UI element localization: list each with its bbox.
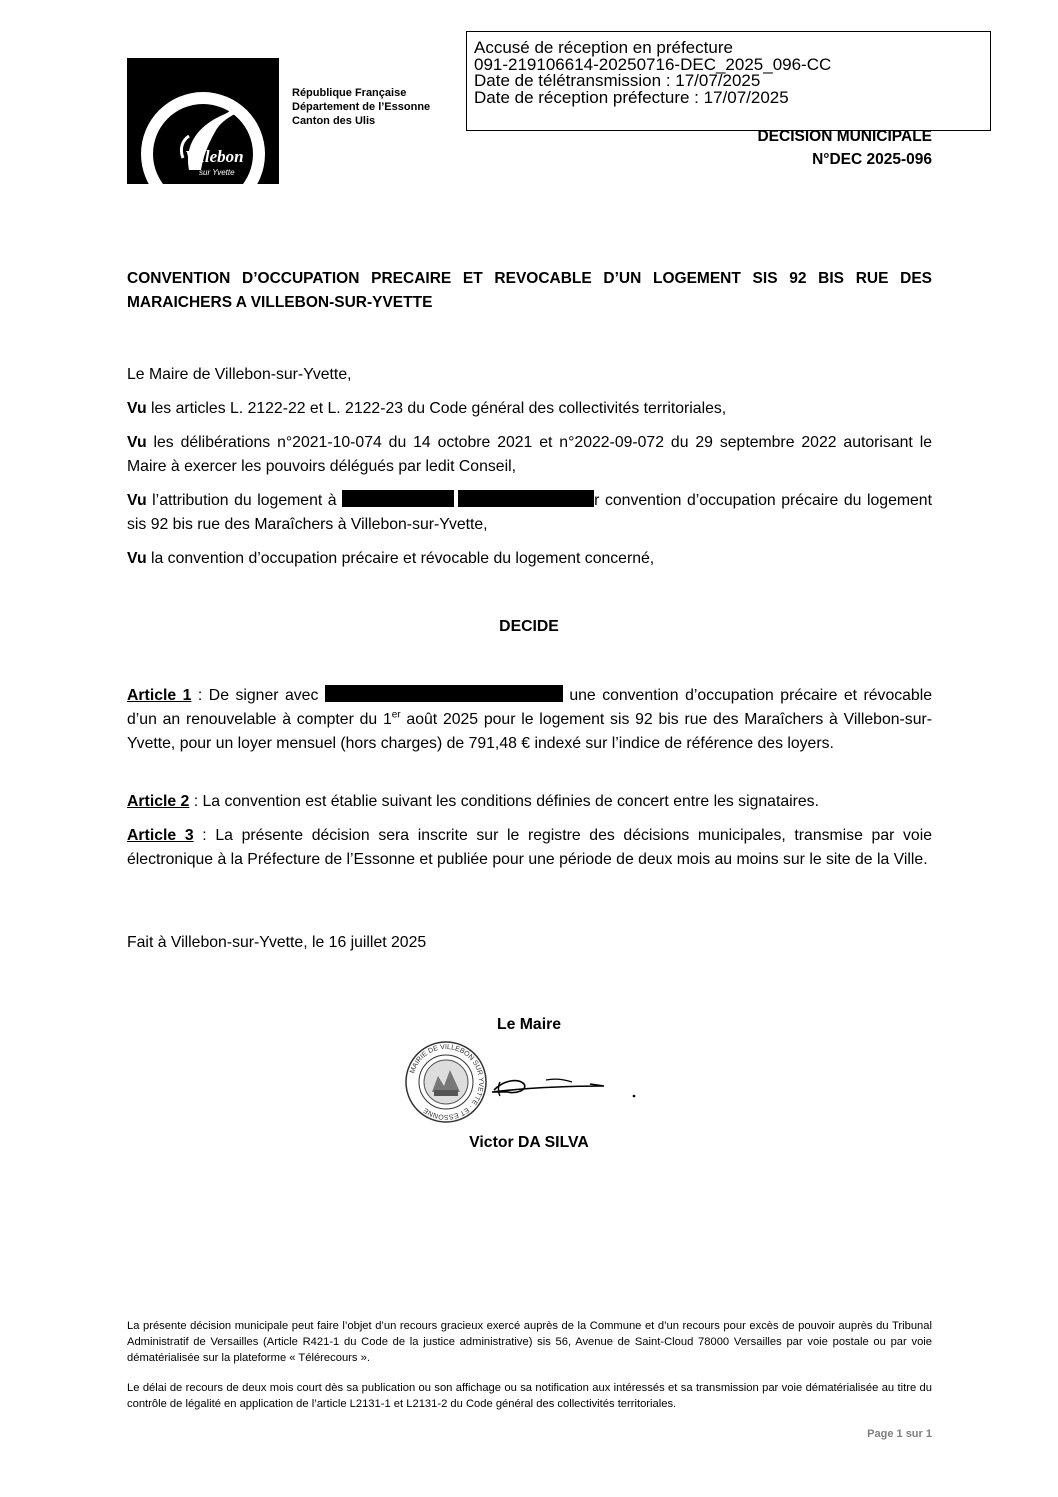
article-text: une convention: [562, 687, 686, 704]
stamp-line: Date de télétransmission : 17/07/2025: [474, 71, 761, 90]
article-sup: er: [391, 709, 401, 721]
article-text: : La présente décision sera inscrite sur le registre des décisions municipales, transmise par: [193, 827, 904, 844]
vu-paragraph-4: [127, 547, 932, 571]
article-label: Article 3: [127, 827, 194, 844]
decide-heading: DECIDE: [499, 618, 559, 635]
article-text: à compter du 1: [276, 711, 392, 728]
footer-note-1: La présente décision municipale peut faire l’objet d’un recours gracieux exercé auprès de la Commune et d’un recours pour excès de pouvoir auprès du Tribunal Administratif de Versailles (Article R421-1 du Code de la justice administrative) sis 56, Avenue de Saint-Cloud 78000 Versailles par voie postale ou par voie dématérialisée sur la plateforme « Télérecours ».: [127, 1320, 932, 1364]
vu-text: r convention d’occupation précaire: [594, 492, 839, 509]
vu-text: l’attribution du logement à: [146, 492, 343, 509]
municipal-seal-icon: [404, 1040, 488, 1124]
decision-label: DECISION MUNICIPALE: [757, 128, 932, 145]
vu-label: Vu: [127, 550, 147, 567]
redaction-bar: [325, 685, 563, 702]
decision-header: [757, 125, 932, 171]
signatory-role: Le Maire: [496, 1016, 562, 1033]
done-at-line: Fait à Villebon-sur-Yvette, le 16 juillet 2025: [127, 934, 427, 951]
article-text: août 2025 pour le logement sis 92 bis rue des Maraîchers à Villebon-sur-Yvette, pour un loyer mensuel (hors charges) de 791,48: [127, 711, 932, 752]
article-label: Article 2: [127, 793, 190, 810]
article-text: : La convention est établie suivant les conditions définies de concert entre les signataires.: [189, 793, 819, 810]
prefecture-stamp: [466, 31, 991, 131]
article-text: de référence des loyers.: [660, 735, 834, 752]
logo-text: Villebon: [185, 147, 244, 166]
article-3: [127, 824, 932, 872]
logo-emblem-icon: [127, 58, 279, 184]
article-label: Article 1: [127, 687, 192, 704]
stamp-line: Date de réception préfecture : 17/07/2025: [474, 87, 789, 107]
signatory-name: Victor DA SILVA: [469, 1134, 589, 1151]
redaction-bar: [342, 490, 454, 507]
republic-block: [292, 86, 430, 128]
stamp-line: Accusé de réception en préfecture: [474, 38, 733, 57]
redaction-bar: [458, 490, 594, 507]
article-1: [127, 684, 932, 756]
seal-text: MAIRIE DE VILLEBON SUR YVETTE · ET ESSONNE: [409, 1043, 485, 1121]
article-text: voie électronique à la Préfecture de l’Essonne et publiée pour une période de deux mois au moins sur: [127, 827, 933, 868]
vu-text: la convention d’occupation précaire et révocable du logement concerné,: [146, 550, 655, 567]
article-text: d’occupation précaire: [685, 687, 838, 704]
article-text: le site de la Ville.: [804, 851, 928, 868]
article-2: [127, 790, 932, 814]
vu-label: Vu: [127, 434, 147, 451]
vu-paragraph-1: [127, 397, 932, 421]
vu-paragraph-3: [127, 489, 932, 537]
stamp-line: 091-219106614-20250716-DEC_2025_096-CC: [474, 54, 832, 74]
vu-text: les articles L. 2122-22 et L. 2122-23 du Code général des collectivités territoriales,: [146, 400, 727, 417]
article-text: d’un an renouvelable: [127, 711, 277, 728]
villebon-logo: [127, 58, 279, 184]
vu-text: du logement sis 92 bis rue des Maraîchers à Villebon-sur-Yvette,: [127, 492, 932, 533]
canton-label: Canton des Ulis: [292, 115, 376, 127]
intro-paragraph: Le Maire de Villebon-sur-Yvette,: [127, 366, 352, 383]
article-text: € indexé sur l’indice: [521, 735, 661, 752]
logo-subtext: sur Yvette: [199, 168, 235, 177]
document-title: CONVENTION D’OCCUPATION PRECAIRE ET REVOCABLE D’UN LOGEMENT SIS 92 BIS RUE DES MARAICHERS A VILLEBON-SUR-YVETTE: [127, 270, 932, 311]
article-text: : De signer avec: [191, 687, 325, 704]
vu-text: les délibérations n°2021-10-074 du 14 octobre 2021 et n°2022-09-072 du 29 septembre 2022 autorisant le Maire à exercer les pouvoirs délégués par ledit Conseil,: [127, 434, 932, 475]
page-number: Page 1 sur 1: [867, 1428, 932, 1440]
handwritten-signature: [486, 1062, 646, 1107]
department-label: Département de l’Essonne: [292, 101, 431, 113]
vu-label: Vu: [127, 492, 147, 509]
republic-label: République Française: [292, 87, 407, 99]
article-text: et révocable: [837, 687, 933, 704]
vu-label: Vu: [127, 400, 147, 417]
decision-number: N°DEC 2025-096: [812, 151, 932, 168]
footer-note-2: Le délai de recours de deux mois court dès sa publication ou son affichage ou sa notification aux intéressés et sa transmission par voie dématérialisée au titre du contrôle de légalité en application de l’article L2131-1 et L2131-2 du Code général des collectivités territoriales.: [127, 1382, 932, 1410]
vu-paragraph-2: [127, 431, 932, 479]
